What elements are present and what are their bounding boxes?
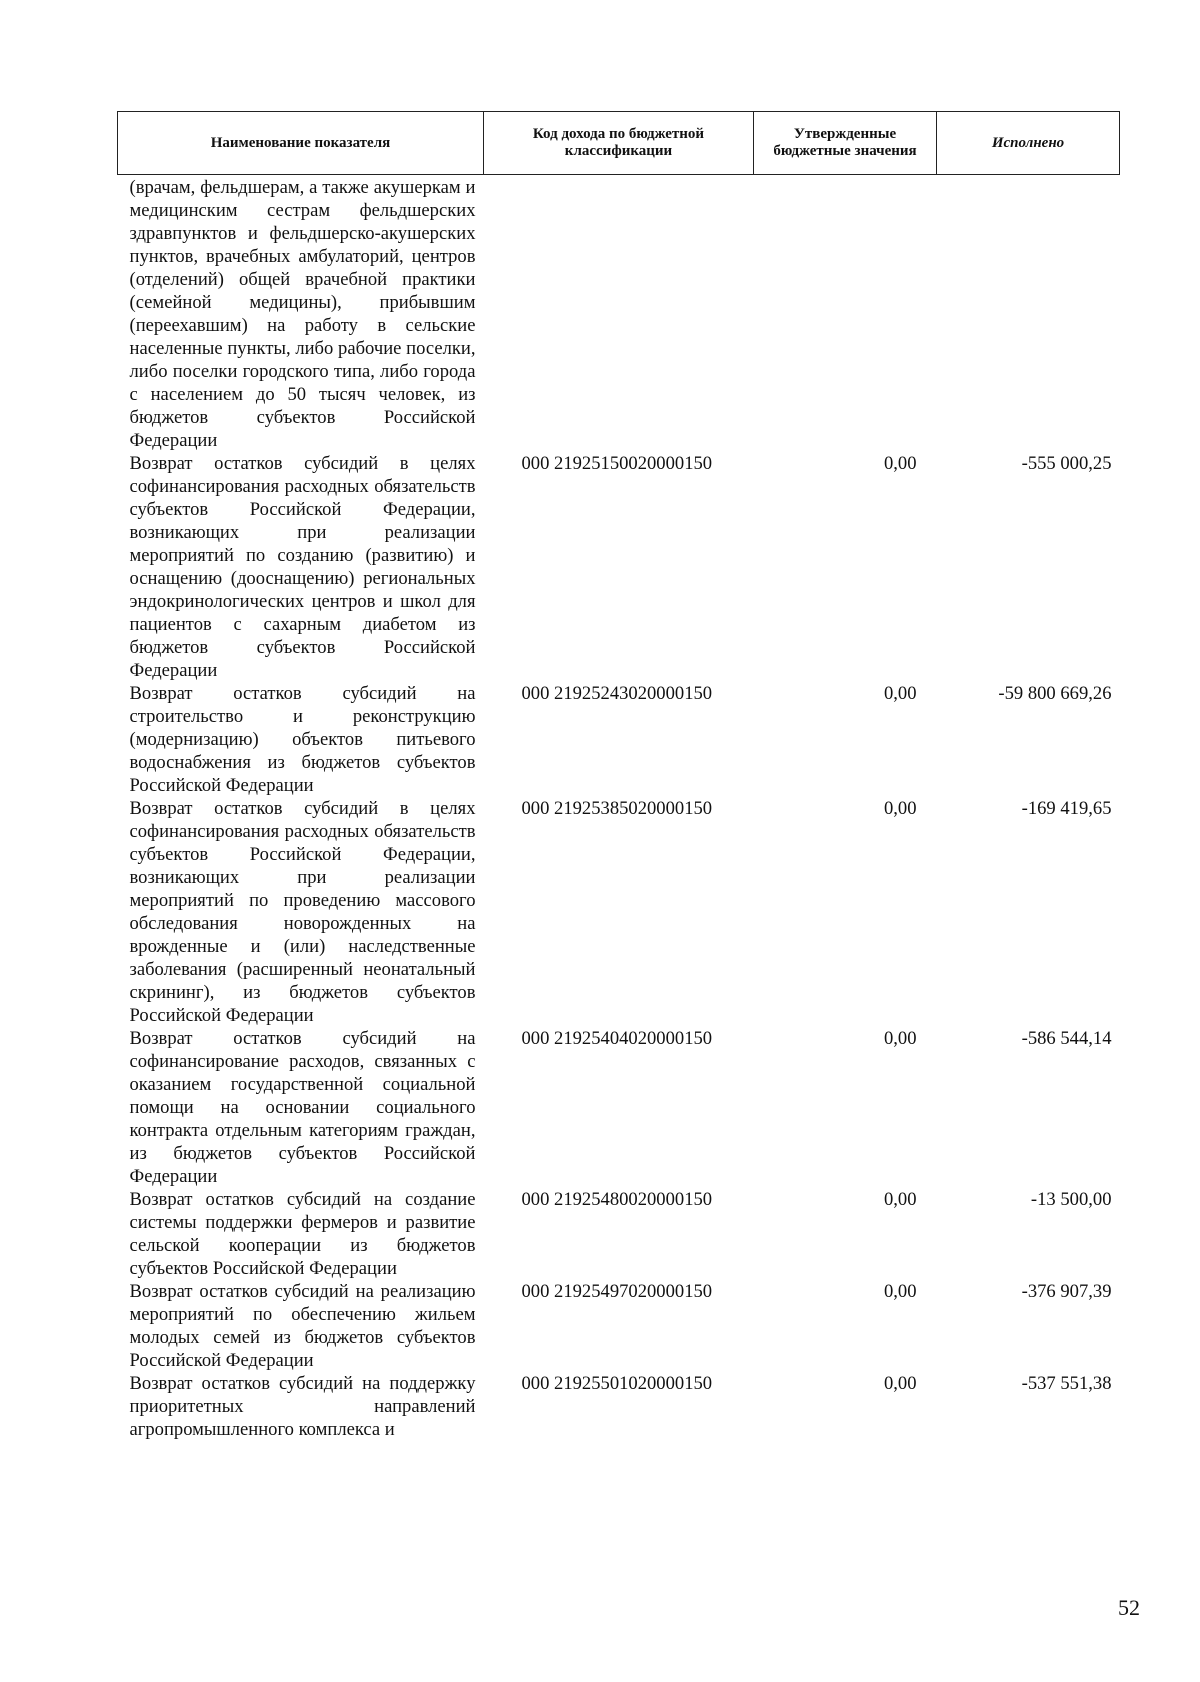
table-row	[118, 797, 1120, 1027]
row-name: Возврат остатков субсидий на создание системы поддержки фермеров и развитие сельской кооперации из бюджетов субъектов Российской Федерации	[129, 1189, 476, 1279]
table-row	[118, 1372, 1120, 1441]
table-row	[118, 682, 1120, 797]
row-code: 000 21925385020000150	[521, 798, 713, 819]
table-row	[118, 1027, 1120, 1188]
table-row	[118, 452, 1120, 682]
table-row	[118, 175, 1120, 453]
budget-table-container	[117, 111, 1119, 1441]
row-code: 000 21925480020000150	[521, 1189, 713, 1210]
header-executed: Исполнено	[937, 112, 1120, 175]
row-code: 000 21925150020000150	[521, 453, 713, 474]
row-approved: 0,00	[883, 453, 917, 474]
header-approved: Утвержденные бюджетные значения	[754, 112, 937, 175]
row-name: Возврат остатков субсидий в целях софинансирования расходных обязательств субъектов Российской Федерации, возникающих при реализации мероприятий по созданию (развитию) и оснащению (дооснащению) региональных эндокринологических центров и школ для пациентов с сахарным диабетом из бюджетов субъектов Российской Федерации	[129, 453, 476, 681]
row-executed: -555 000,25	[1021, 453, 1112, 474]
row-executed: -376 907,39	[1021, 1281, 1112, 1302]
row-executed: -59 800 669,26	[998, 683, 1112, 704]
page-number: 52	[1118, 1595, 1140, 1620]
row-approved	[754, 175, 937, 453]
row-code: 000 21925501020000150	[521, 1373, 713, 1394]
row-code	[484, 175, 754, 453]
row-approved: 0,00	[883, 1189, 917, 1210]
row-executed: -537 551,38	[1021, 1373, 1112, 1394]
budget-table	[117, 111, 1120, 1441]
row-executed: -169 419,65	[1021, 798, 1112, 819]
row-name: Возврат остатков субсидий в целях софинансирования расходных обязательств субъектов Российской Федерации, возникающих при реализации мероприятий по проведению массового обследования новорожденных на врожденные и (или) наследственные заболевания (расширенный неонатальный скрининг), из бюджетов субъектов Российской Федерации	[129, 798, 476, 1026]
row-approved: 0,00	[883, 1373, 917, 1394]
row-name: Возврат остатков субсидий на строительство и реконструкцию (модернизацию) объектов питьевого водоснабжения из бюджетов субъектов Российской Федерации	[129, 683, 476, 796]
row-name: Возврат остатков субсидий на софинансирование расходов, связанных с оказанием государственной социальной помощи на основании социального контракта отдельным категориям граждан, из бюджетов субъектов Российской Федерации	[129, 1028, 476, 1187]
row-code: 000 21925243020000150	[521, 683, 713, 704]
row-approved: 0,00	[883, 798, 917, 819]
row-executed	[937, 175, 1120, 453]
row-executed: -13 500,00	[1030, 1189, 1112, 1210]
header-name: Наименование показателя	[118, 112, 484, 175]
row-executed: -586 544,14	[1021, 1028, 1112, 1049]
row-name: Возврат остатков субсидий на поддержку приоритетных направлений агропромышленного комплекса и	[129, 1373, 476, 1440]
row-approved: 0,00	[883, 683, 917, 704]
table-row	[118, 1188, 1120, 1280]
row-code: 000 21925497020000150	[521, 1281, 713, 1302]
row-code: 000 21925404020000150	[521, 1028, 713, 1049]
row-name: (врачам, фельдшерам, а также акушеркам и медицинским сестрам фельдшерских здравпунктов и фельдшерско-акушерских пунктов, врачебных амбулаторий, центров (отделений) общей врачебной практики (семейной медицины), прибывшим (переехавшим) на работу в сельские населенные пункты, либо рабочие поселки, либо поселки городского типа, либо города с населением до 50 тысяч человек, из бюджетов субъектов Российской Федерации	[129, 177, 476, 451]
table-header-row	[118, 112, 1120, 175]
row-approved: 0,00	[883, 1028, 917, 1049]
header-code: Код дохода по бюджетной классификации	[484, 112, 754, 175]
table-row	[118, 1280, 1120, 1372]
row-approved: 0,00	[883, 1281, 917, 1302]
row-name: Возврат остатков субсидий на реализацию мероприятий по обеспечению жильем молодых семей из бюджетов субъектов Российской Федерации	[129, 1281, 476, 1371]
